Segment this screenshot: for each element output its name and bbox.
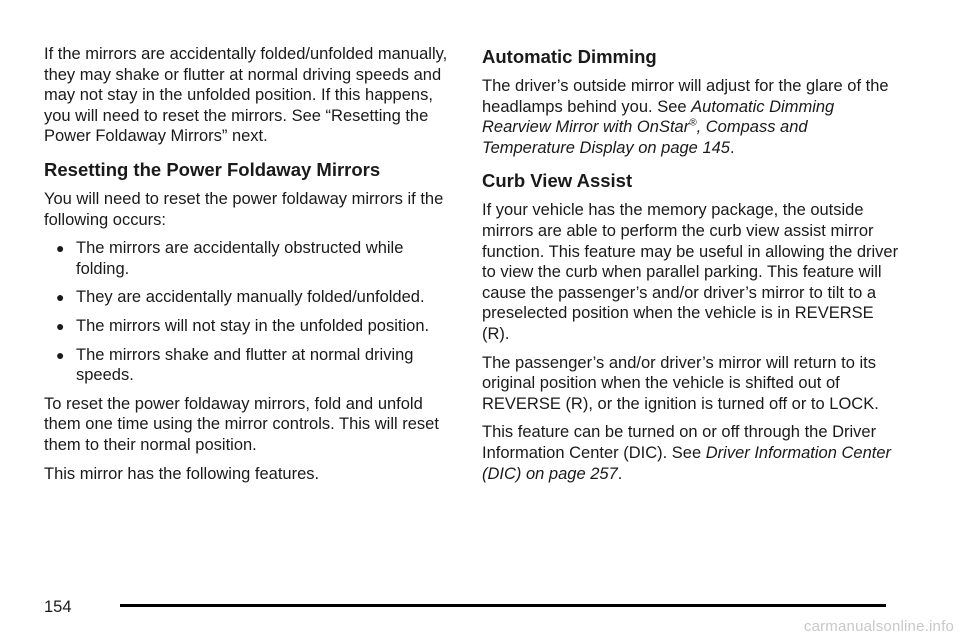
dic-reference[interactable]: Driver Information Center (DIC) on page 257: [482, 443, 891, 483]
footer-rule: [120, 604, 886, 607]
reset-lead-paragraph: You will need to reset the power foldaway mirrors if the following occurs:: [44, 189, 444, 229]
automatic-dimming-heading: Automatic Dimming: [482, 46, 657, 67]
watermark: carmanualsonline.info: [803, 618, 954, 635]
list-item: [44, 287, 454, 308]
automatic-dimming-paragraph: [482, 76, 902, 158]
page-number: 154: [44, 598, 72, 616]
curb-view-assist-heading: Curb View Assist: [482, 170, 633, 192]
list-item: [44, 316, 454, 337]
resetting-heading: Resetting the Power Foldaway Mirrors: [44, 158, 381, 180]
sentence-end: .: [617, 464, 623, 483]
list-item-text: They are accidentally manually folded/unfolded.: [76, 288, 425, 307]
reference-text-cont: , Compass and Temperature Display on page 145: [482, 118, 808, 157]
reset-conditions-list: [44, 238, 454, 386]
automatic-dimming-text: The driver’s outside mirror will adjust for the glare of the headlamps behind you. See: [482, 77, 889, 116]
reset-instructions-paragraph: To reset the power foldaway mirrors, fold and unfold them one time using the mirror controls. This will reset them to their normal position.: [44, 394, 439, 454]
curb-view-text: This feature can be turned on or off through the Driver Information Center (DIC). See: [482, 423, 877, 462]
registered-mark: ®: [689, 117, 697, 129]
list-item-text: The mirrors shake and flutter at normal driving speeds.: [76, 345, 414, 385]
features-paragraph: This mirror has the following features.: [44, 464, 320, 483]
list-item: [44, 345, 454, 386]
list-item-text: The mirrors are accidentally obstructed while folding.: [76, 239, 404, 278]
curb-view-paragraph-2: The passenger’s and/or driver’s mirror will return to its original position when the vehicle is shifted out of REVERSE (R), or the ignition is turned off or to LOCK.: [482, 353, 879, 413]
right-column: [482, 44, 902, 492]
sentence-end: .: [729, 138, 735, 157]
bullet-icon: ●: [56, 240, 65, 257]
list-item-text: The mirrors will not stay in the unfolded position.: [76, 316, 430, 335]
bullet-icon: ●: [56, 346, 65, 363]
curb-view-paragraph-3: [482, 422, 902, 484]
list-item: [44, 238, 454, 279]
reference-text: Automatic Dimming Rearview Mirror with OnStar: [482, 97, 835, 137]
curb-view-paragraph-1: If your vehicle has the memory package, the outside mirrors are able to perform the curb view assist mirror function. This feature may be useful in allowing the driver to view the curb when parallel parking. This feature will cause the passenger’s and/or driver’s mirror to tilt to a preselected position when the vehicle is in REVERSE (R).: [482, 201, 899, 343]
bullet-icon: ●: [56, 317, 65, 334]
bullet-icon: ●: [56, 289, 65, 306]
intro-paragraph: If the mirrors are accidentally folded/unfolded manually, they may shake or flutter at normal driving speeds and may not stay in the unfolded position. If this happens, you will need to reset the mirrors. See “Resetting the Power Foldaway Mirrors” next.: [44, 45, 448, 146]
left-column: [44, 44, 454, 492]
